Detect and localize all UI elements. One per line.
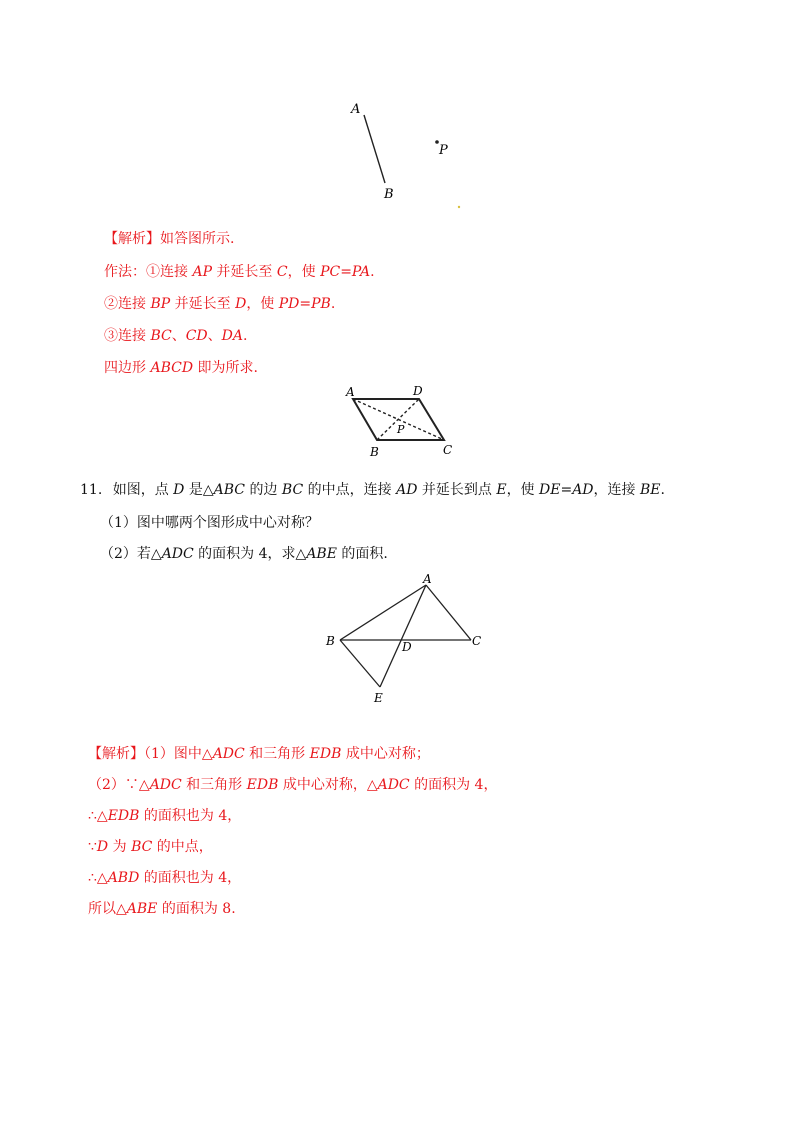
label-p: P: [439, 143, 448, 158]
segment-ac: [426, 585, 471, 640]
solution-2-line-2: （2）∵△ADC 和三角形 EDB 成中心对称，△ADC 的面积为 4，: [88, 777, 498, 793]
solution-1-conclusion: 四边形 ABCD 即为所求.: [104, 360, 258, 376]
label-d: D: [413, 384, 423, 398]
solution-1-step-1: 作法：①连接 AP 并延长至 C，使 PC=PA.: [104, 264, 375, 280]
label-a: A: [423, 572, 432, 586]
solution-2-line-6: 所以△ABE 的面积为 8.: [88, 901, 236, 917]
question-11-part-1: （1）图中哪两个图形成中心对称？: [100, 515, 319, 531]
question-number: 11.: [80, 482, 103, 498]
solution-tag: 【解析】: [104, 231, 160, 247]
question-11-stem: 11. 如图，点 D 是△ABC 的边 BC 的中点，连接 AD 并延长到点 E，使 DE=AD，连接 BE.: [80, 482, 665, 498]
solution-1-intro: 【解析】如答图所示.: [104, 231, 235, 247]
solution-1-step-2: ②连接 BP 并延长至 D，使 PD=PB.: [104, 296, 336, 312]
label-d: D: [402, 640, 412, 654]
label-b: B: [370, 445, 379, 459]
segment-ab: [364, 115, 385, 183]
label-c: C: [472, 634, 482, 648]
solution-2-line-5: ∴△ABD 的面积也为 4，: [88, 870, 242, 886]
label-b: B: [384, 187, 394, 202]
solution-2-line-3: ∴△EDB 的面积也为 4，: [88, 808, 242, 824]
solution-tag: 【解析】: [88, 746, 144, 762]
label-p: P: [397, 423, 405, 436]
question-11-part-2: （2）若△ADC 的面积为 4，求△ABE 的面积.: [100, 546, 388, 562]
label-b: B: [326, 634, 335, 648]
label-c: C: [443, 443, 453, 457]
solution-2-line-4: ∵D 为 BC 的中点，: [88, 839, 213, 855]
solution-1-step-3: ③连接 BC、CD、DA.: [104, 328, 248, 344]
label-a: A: [351, 102, 361, 117]
label-a: A: [346, 385, 355, 399]
figure-parallelogram-abcd: [340, 382, 470, 462]
segment-be: [340, 640, 380, 687]
solution-2-line-1: 【解析】（1）图中△ADC 和三角形 EDB 成中心对称；: [88, 746, 430, 762]
figure-segment-ab-point-p: [340, 95, 480, 215]
stray-dot: [458, 206, 460, 208]
label-e: E: [374, 691, 383, 705]
figure-triangle-abc-e: [320, 570, 490, 710]
